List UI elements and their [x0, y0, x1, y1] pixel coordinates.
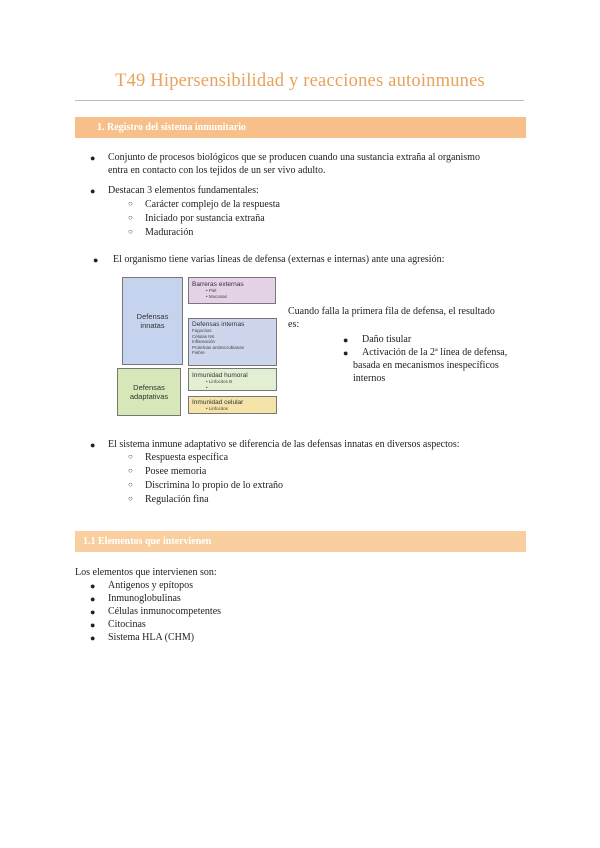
document-title: T49 Hipersensibilidad y reacciones autoinmunes [115, 71, 485, 91]
sub-item: Regulación fina [145, 494, 209, 505]
cellular-immunity-box [188, 396, 277, 414]
humoral-item: • Linfocitos B [206, 379, 233, 384]
bullet-text-3: El organismo tiene varias líneas de defensa (externas e internas) ante una agresión: [113, 254, 445, 265]
bullet-icon: ● [90, 633, 96, 643]
sub-bullet-icon: ○ [128, 199, 133, 208]
sub-bullet-icon: ○ [128, 213, 133, 222]
element-item: Sistema HLA (CHM) [108, 632, 195, 643]
humoral-immunity-box [188, 368, 277, 391]
internal-item: Proteínas antimicrobianas [192, 344, 245, 350]
element-item: Células inmunocompetentes [108, 606, 222, 617]
bullet-text-1-cont: entra en contacto con los tejidos de un ser vivo adulto. [108, 165, 326, 176]
internal-item: Inflamación [192, 339, 216, 344]
bullet-icon: ● [90, 581, 96, 591]
internal-item: Células NK [192, 333, 215, 339]
section2-intro: Los elementos que intervienen son: [75, 567, 217, 578]
sub-bullet-icon: ○ [128, 466, 133, 475]
element-item: Antígenos y epítopos [108, 580, 193, 591]
external-barriers-box [188, 277, 276, 304]
external-item: • Mucosas [206, 293, 227, 299]
internal-defenses-label: Defensas internas [192, 321, 245, 328]
side-item-2-cont-2: internos [353, 373, 386, 384]
internal-item: Fagocitos [192, 328, 212, 333]
bullet-icon: ● [93, 255, 99, 265]
bullet-icon: ● [90, 153, 96, 163]
humoral-immunity-label: Inmunidad humoral [192, 372, 248, 379]
adaptive-defenses-box [117, 368, 181, 416]
bullet-icon: ● [90, 186, 96, 196]
sub-item: Carácter complejo de la respuesta [145, 199, 280, 210]
sub-bullet-icon: ○ [128, 494, 133, 503]
cellular-immunity-label: Inmunidad celular [192, 399, 244, 406]
bullet-text-2: Destacan 3 elementos fundamentales: [108, 185, 259, 196]
sub-item: Iniciado por sustancia extraña [145, 213, 265, 224]
sub-bullet-icon: ○ [128, 480, 133, 489]
internal-item: Fiebre [192, 350, 205, 355]
cellular-item: • Linfocitos [206, 406, 228, 411]
bullet-icon: ● [90, 607, 96, 617]
external-item: • Piel [206, 288, 217, 293]
sub-bullet-icon: ○ [128, 227, 133, 236]
innate-defenses-label: Defensas innatas [136, 312, 169, 330]
sub-item: Posee memoria [145, 466, 207, 477]
side-item-2-cont-1: basada en mecanismos inespecíficos [353, 360, 499, 371]
section-heading-1: 1. Registro del sistema inmunitario [75, 117, 526, 138]
bullet-icon: ● [343, 348, 349, 358]
element-item: Inmunoglobulinas [108, 593, 181, 604]
bullet-text-4: El sistema inmune adaptativo se diferencia de las defensas innatas en diversos aspectos: [108, 439, 460, 450]
bullet-icon: ● [90, 594, 96, 604]
humoral-item-empty: • [206, 384, 208, 390]
side-item-2: Activación de la 2ª línea de defensa, [362, 347, 508, 358]
bullet-text-1: Conjunto de procesos biológicos que se producen cuando una sustancia extraña al organismo [108, 152, 480, 163]
sub-bullet-icon: ○ [128, 452, 133, 461]
section-heading-2: 1.1 Elementos que intervienen [75, 531, 526, 552]
sub-item: Maduración [145, 227, 194, 238]
side-item-1: Daño tisular [362, 334, 412, 345]
internal-defenses-box [188, 318, 277, 366]
sub-item: Respuesta específica [145, 452, 229, 463]
external-barriers-label: Barreras externas [192, 281, 244, 288]
innate-defenses-box [122, 277, 183, 365]
element-item: Citocinas [108, 619, 146, 630]
bullet-icon: ● [90, 440, 96, 450]
title-divider [75, 100, 524, 101]
bullet-icon: ● [90, 620, 96, 630]
side-text-line-2: es: [288, 319, 300, 330]
bullet-icon: ● [343, 335, 349, 345]
side-text-line-1: Cuando falla la primera fila de defensa, el resultado [288, 306, 495, 317]
adaptive-defenses-label: Defensas adaptativas [129, 383, 169, 401]
sub-item: Discrimina lo propio de lo extraño [145, 480, 284, 491]
